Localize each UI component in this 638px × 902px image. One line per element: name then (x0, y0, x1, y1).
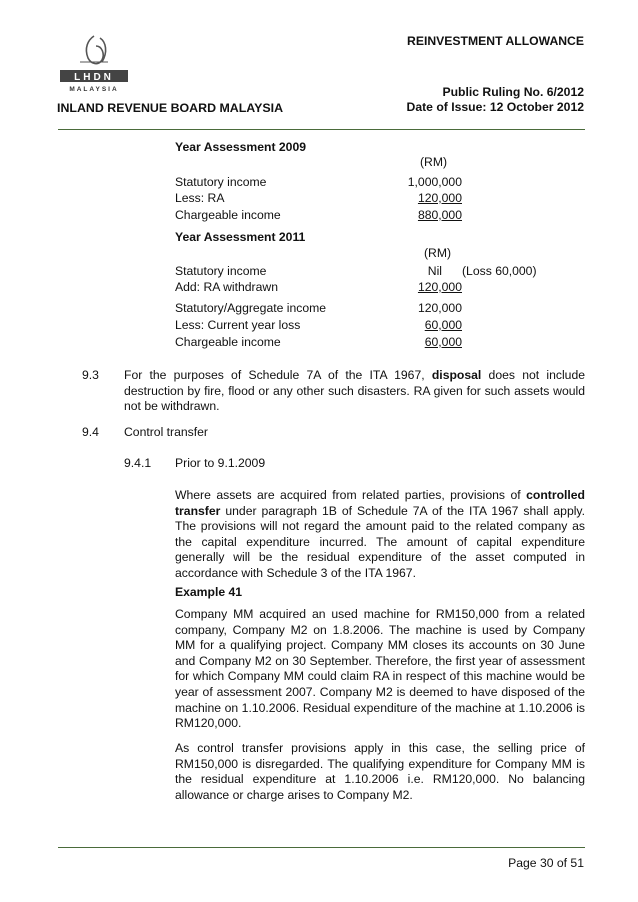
ya2009-label-statutory: Statutory income (175, 175, 267, 189)
svg-text:MALAYSIA: MALAYSIA (69, 86, 119, 93)
ya2009-title: Year Assessment 2009 (175, 140, 306, 154)
section-9-3-text: For the purposes of Schedule 7A of the ITA 1967, disposal does not include destruction by fire, flood or any other such disasters. RA given for such assets would not be withdrawn. (124, 368, 585, 414)
ya2011-value-current-loss: 60,000 (424, 318, 462, 332)
controlled-transfer-term: controlled transfer (175, 488, 586, 518)
example-paragraph-1: Company MM acquired an used machine for RM150,000 from a related company, Company M2 on 1.8.2006. The machine is used by Company MM for a qualifying project. Company MM closes its accounts on 30 June and Company M2 on 30 September. Therefore, the first year of assessment for which Company MM could claim RA in respect of this machine would be year of assessment 2007. Company M2 is deemed to have disposed of the machine on 1.10.2006. Residual expenditure of the machine at 1.10.2006 is RM120,000. (175, 607, 585, 731)
ya2011-label-aggregate: Statutory/Aggregate income (175, 301, 327, 315)
page-number: Page 30 of 51 (508, 856, 584, 870)
section-9-4-title: Control transfer (124, 425, 208, 439)
section-9-4-1-number: 9.4.1 (124, 456, 152, 470)
disposal-term: disposal (431, 368, 482, 382)
ya2011-value-aggregate: 120,000 (417, 301, 462, 315)
ya2011-label-statutory: Statutory income (175, 264, 267, 278)
example-title: Example 41 (175, 585, 243, 599)
section-title: REINVESTMENT ALLOWANCE (407, 34, 584, 48)
section-9-4-number: 9.4 (82, 425, 99, 439)
ya2009-label-chargeable: Chargeable income (175, 208, 281, 222)
ruling-number: Public Ruling No. 6/2012 (442, 85, 584, 99)
ya2011-unit: (RM) (424, 246, 452, 260)
footer-rule (58, 847, 585, 848)
ya2009-value-chargeable: 880,000 (417, 208, 462, 222)
svg-text:LHDN: LHDN (74, 72, 114, 83)
org-name: INLAND REVENUE BOARD MALAYSIA (57, 101, 284, 115)
ya2011-loss-note: (Loss 60,000) (462, 264, 537, 278)
header-rule (58, 129, 585, 130)
ya2011-label-chargeable: Chargeable income (175, 335, 281, 349)
ya2011-label-current-loss: Less: Current year loss (175, 318, 301, 332)
ya2011-title: Year Assessment 2011 (175, 230, 306, 244)
ya2011-value-statutory: Nil (427, 264, 442, 278)
lhdn-logo (58, 32, 130, 94)
ya2009-unit: (RM) (420, 155, 448, 169)
section-9-4-1-text: Where assets are acquired from related parties, provisions of controlled transfer under paragraph 1B of Schedule 7A of the ITA 1967 shall apply. The provisions will not regard the amount paid to the related company as the capital expenditure incurred. The amount of capital expenditure generally will be the residual expenditure of the asset computed in accordance with Schedule 3 of the ITA 1967. (175, 488, 586, 580)
ya2009-label-less-ra: Less: RA (175, 191, 225, 205)
ya2011-value-chargeable: 60,000 (424, 335, 462, 349)
ya2011-value-ra-withdrawn: 120,000 (417, 280, 462, 294)
date-of-issue: Date of Issue: 12 October 2012 (406, 100, 584, 114)
section-9-3-number: 9.3 (82, 368, 99, 382)
section-9-4-1-title: Prior to 9.1.2009 (175, 456, 266, 470)
ya2011-label-ra-withdrawn: Add: RA withdrawn (175, 280, 278, 294)
ya2009-value-statutory: 1,000,000 (407, 175, 462, 189)
example-paragraph-2: As control transfer provisions apply in this case, the selling price of RM150,000 is disregarded. The qualifying expenditure for Company MM is the residual expenditure at 1.10.2006 i.e. RM120,000. No balancing allowance or charge arises to Company M2. (175, 741, 585, 802)
ya2009-value-less-ra: 120,000 (417, 191, 462, 205)
